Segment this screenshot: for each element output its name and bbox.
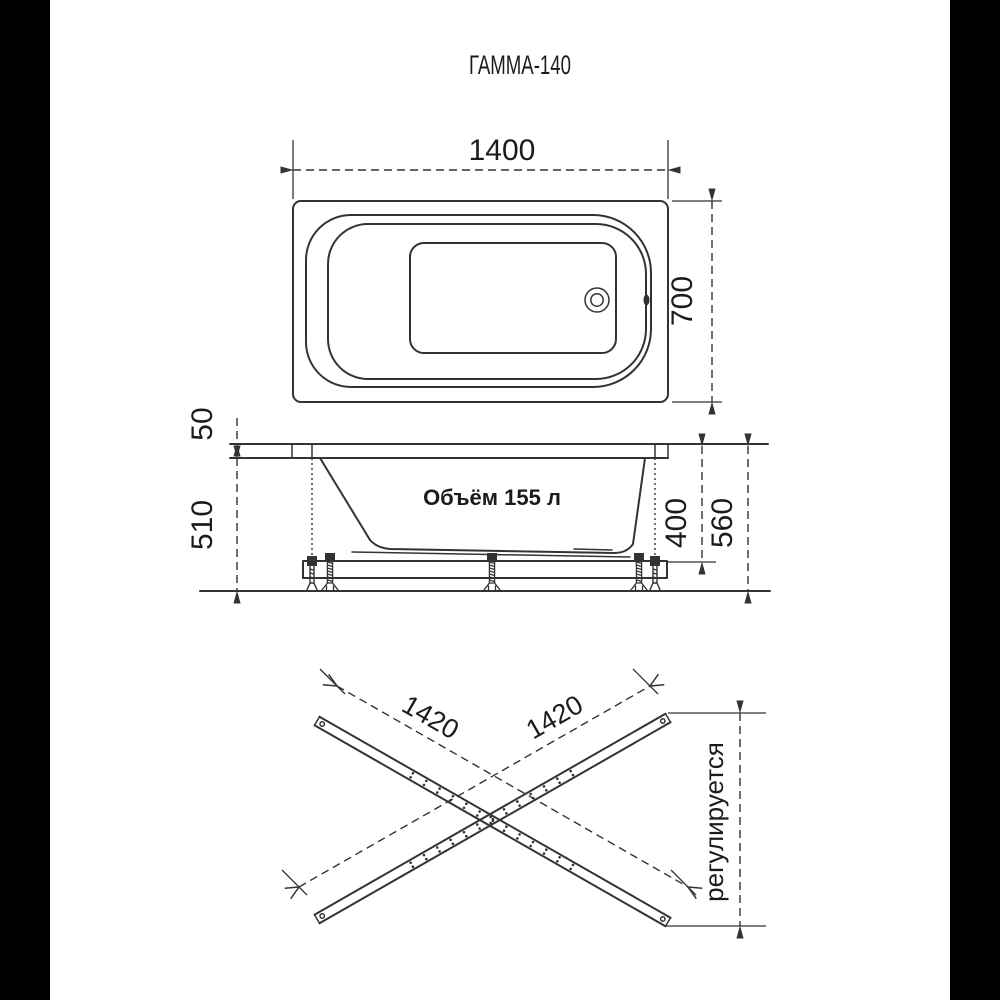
volume-label: Объём 155 л [423, 485, 561, 510]
drawing-title: ГАММА-140 [469, 50, 571, 80]
adjustable-leg [322, 553, 338, 591]
dim-adjustable-label: регулируется [699, 742, 729, 902]
dim-rail-right-label: 1420 [521, 689, 589, 746]
dim-width-label: 700 [666, 275, 699, 327]
adjustable-leg [631, 553, 647, 591]
hanger-rod [650, 458, 661, 591]
drain-icon [585, 288, 609, 312]
base-frame-view [282, 669, 766, 926]
side-view [186, 407, 770, 591]
adjustable-leg [484, 553, 500, 591]
dim-depth-label: 400 [660, 497, 693, 549]
overflow-icon [644, 295, 650, 306]
top-view [293, 134, 722, 402]
dim-length-label: 1400 [468, 134, 536, 167]
dim-rail-left-label: 1420 [396, 689, 464, 746]
dim-rim-height-label: 50 [186, 407, 219, 441]
dim-total-height-label: 560 [706, 497, 739, 549]
dim-rim-to-floor-label: 510 [186, 499, 219, 551]
hanger-rod [307, 458, 318, 591]
